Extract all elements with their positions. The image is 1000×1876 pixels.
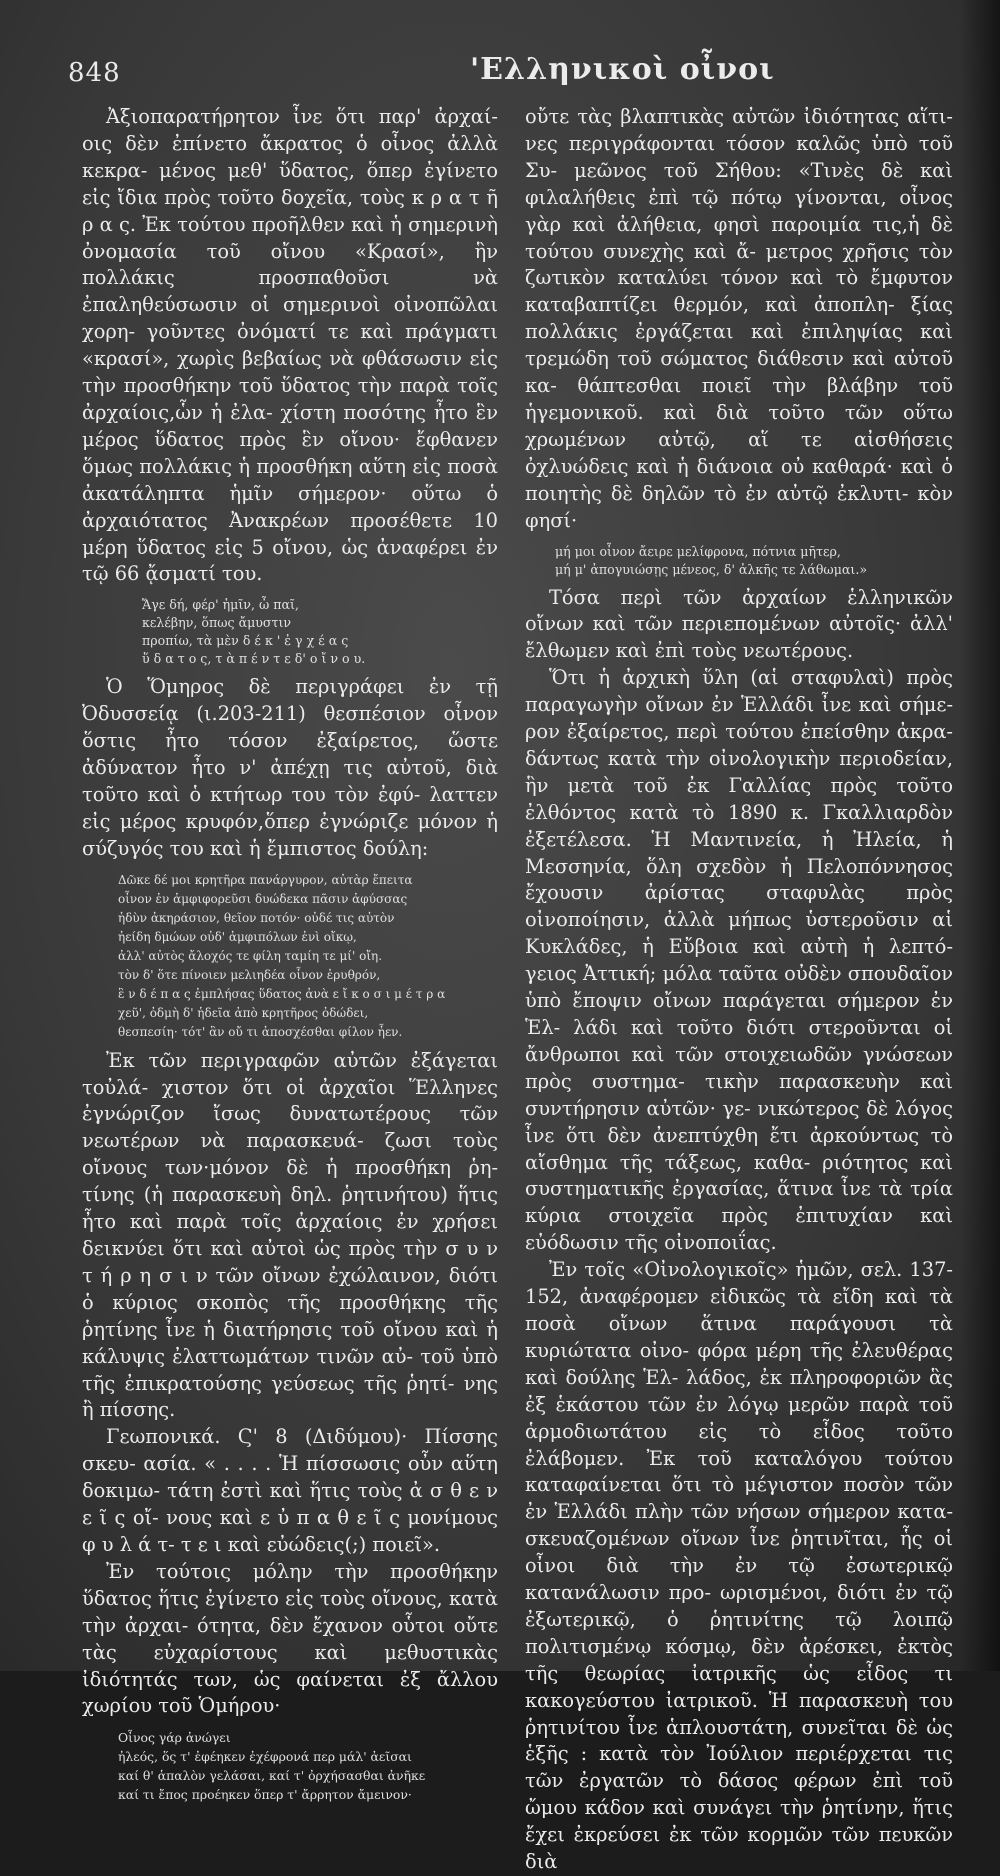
paragraph-modern-grapes: Ὅτι ἡ ἀρχικὴ ὕλη (αἱ σταφυλαὶ) πρὸς παραγωγὴν οἴνων ἐν Ἑλλάδι ἶνε καὶ σήμε- ρον ἐξαίρετος, περὶ τούτου ἐπείσθην ἀκρα- δάντως κατὰ τὴν οἰνολογικὴν περιοδείαν, ἣν μετὰ τοῦ ἐκ Γαλλίας πρὸς τοῦτο ἐλθόντος κατὰ τὸ 1890 κ. Γκαλλιαρδὸν ἐξετέλεσα. Ἡ Μαντινεία, ἡ Ἠλεία, ἡ Μεσσηνία, ὅλη σχεδὸν ἡ Πελοπόννησος ἔχουσιν ἀρίστας σταφυλὰς πρὸς οἰνοποίησιν, ἀλλὰ μήπως ὑστεροῦσιν αἱ Κυκλάδες, ἡ Εὔβοια καὶ αὐτὴ ἡ λεπτό- γειος Ἀττική; μόλα ταῦτα οὐδὲν σπουδαῖον ὑπὸ ἔποψιν οἴνων παράγεται σήμερον ἐν Ἑλ- λάδι καὶ τοῦτο διότι στεροῦνται οἱ ἄνθρωποι καὶ τῶν στοιχειωδῶν γνώσεων πρὸς συστημα- τικὴν παρασκευὴν καὶ συντήρησιν αὐτῶν· γε- νικώτερος δὲ λόγος ἶνε ὅτι δὲν ἀνεπτύχθη ἔτι ἀρκούντως τὸ αἴσθημα τῆς τάξεως, καθα- ριότητος καὶ συστηματικῆς ἐργασίας, ἅτινα ἶνε τὰ τρία κύρια στοιχεῖα πρὸς ἐπιτυχίαν καὶ εὐόδωσιν τῆς οἰνοποιΐας. (525, 666, 953, 1255)
running-title: 'Ελληνικοὶ οἶνοι (470, 52, 775, 87)
page-number: 848 (68, 58, 121, 88)
verse-anacreon: Ἄγε δή, φέρ' ἡμῖν, ὦ παῖ, κελέβην, ὅπως ἄμυστιν προπίω, τὰ μὲν δ έ κ ' ἐ γ χ έ α ς ὕ δ α τ ο ς, τ ὰ π έ ν τ ε δ' ο ἴ ν ο υ. (142, 597, 366, 667)
left-column (82, 104, 498, 1810)
paragraph-resin: Ἐκ τῶν περιγραφῶν αὐτῶν ἐξάγεται τοὐλά- χιστον ὅτι οἱ ἀρχαῖοι Ἕλληνες ἐγνώριζον ἴσως δυνατωτέρους τῶν νεωτέρων νὰ παρασκευά- ζωσι τοὺς οἴνους των·μόνον δὲ ἡ προσθήκη ῥη- τίνης (ἡ παρασκευὴ δηλ. ῥητινήτου) ἥτις ἦτο καὶ παρὰ τοῖς ἀρχαίοις ἐν χρήσει δεικνύει ὅτι καὶ αὐτοὶ ὡς πρὸς τὴν σ υ ν τ ή ρ η σ ι ν τῶν οἴνων ἐχώλαινον, διότι ὁ κύριος σκοπὸς τῆς προσθήκης τῆς ῥητίνης ἶνε ἡ διατήρησις τοῦ οἴνου καὶ ἡ κάλυψις ἐλαττωμάτων τινῶν αὐ- τοῦ ὑπὸ τῆς ἐπικρατούσης γεύσεως τῆς ῥητί- νης ἢ πίσσης. (82, 1048, 498, 1422)
paragraph-anacreon-intro: Ἀξιοπαρατήρητον ἶνε ὅτι παρ' ἀρχαί- οις δὲν ἐπίνετο ἄκρατος ὁ οἶνος ἀλλὰ κεκρα- μένος μεθ' ὕδατος, ὅπερ ἐγίνετο εἰς ἴδια πρὸς τοῦτο δοχεῖα, τοὺς κ ρ α τ ῆ ρ α ς. Ἐκ τούτου προῆλθεν καὶ ἡ σημερινὴ ὀνομασία τοῦ οἴνου «Κρασί», ἣν πολλάκις προσπαθοῦσι νὰ ἐπαληθεύσωσιν οἱ σημερινοὶ οἰνοπῶλαι χορη- γοῦντες ὀνόματί τε καὶ πράγματι «κρασί», χωρὶς βεβαίως νὰ φθάσωσιν εἰς τὴν προσθήκην τοῦ ὕδατος τὴν παρὰ τοῖς ἀρχαίοις,ὧν ἡ ἐλα- χίστη ποσότης ἦτο ἓν μέρος ὕδατος πρὸς ἓν οἴνου· ἔφθανεν ὅμως πολλάκις ἡ προσθήκη αὕτη εἰς ποσὰ ἀκατάληπτα ἡμῖν σήμερον· οὕτω ὁ ἀρχαιότατος Ἀνακρέων προσέθετε 10 μέρη ὕδατος εἰς 5 οἴνου, ὡς ἀναφέρει ἐν τῷ 66 ᾄσματί του. (82, 105, 498, 586)
paragraph-transition: Τόσα περὶ τῶν ἀρχαίων ἑλληνικῶν οἴνων καὶ τῶν περιεπομένων αὐτοῖς· ἀλλ' ἔλθωμεν καὶ ἐπὶ τοὺς νεωτέρους. (525, 585, 953, 663)
verse-homer-wine: Οἶνος γάρ ἀνώγει ἠλεός, ὅς τ' ἐφέηκεν ἐχέφρονά περ μάλ' ἀεῖσαι καί θ' ἁπαλὸν γελάσαι, καί τ' ὀρχήσασθαι ἀνῆκε καί τι ἔπος προέηκεν ὅπερ τ' ἄρρητον ἄμεινον· (118, 1730, 426, 1803)
paragraph-oinologika: Ἐν τοῖς «Οἰνολογικοῖς» ἡμῶν, σελ. 137- 152, ἀναφέρομεν εἰδικῶς τὰ εἴδη καὶ τὰ ποσὰ οἴνων ἅτινα παράγουσι τὰ κυριώτατα οἰνο- φόρα μέρη τῆς ἐλευθέρας καὶ δούλης Ἑλ- λάδος, ἐκ πληροφοριῶν ἃς ἐξ ἑκάστου τῶν ἐν λόγῳ μερῶν παρὰ τοῦ ἁρμοδιωτάτου εἰς τὸ εἶδος τοῦτο ἐλάβομεν. Ἐκ τοῦ καταλόγου τούτου καταφαίνεται ὅτι τὸ μέγιστον ποσὸν τῶν ἐν Ἑλλάδι πλὴν τῶν νήσων σήμερον κατα- σκευαζομένων οἴνων ἶνε ῥητινῖται, ἧς οἱ οἶνοι διὰ τὴν ἐν τῷ ἐσωτερικῷ κατανάλωσιν προ- ωρισμένοι, διότι ἐν τῷ ἐξωτερικῷ, ὁ ῥητινίτης τῷ λοιπῷ πολιτισμένῳ κόσμῳ, δὲν ἀρέσκει, ἐκτὸς τῆς θεωρίας ἰατρικῆς ὡς εἶδος τι κακογεύστου ἰατρικοῦ. Ἡ παρασκευὴ του ῥητινίτου ἶνε ἁπλουστάτη, συνεῖται δὲ ὡς ἑξῆς : κατὰ τὸν Ἰούλιον περιέρχεται τις τῶν ἐργατῶν τὸ δάσος φέρων ἐπὶ τοῦ ὤμου κάδον καὶ συνάγει τὴν ῥητίνην, ἥτις ἔχει ἐκρεύσει ἐκ τῶν κορμῶν τῶν πευκῶν διὰ (525, 1258, 953, 1874)
verse-homer-iliad: μή μοι οἶνον ἄειρε μελίφρονα, πότνια μῆτερ, μή μ' ἀπογυιώσῃς μένεος, δ' ἀλκῆς τε λάθωμαι.» (555, 543, 868, 577)
paragraph-symeon-seth: οὔτε τὰς βλαπτικὰς αὐτῶν ἰδιότητας αἵτι- νες περιγράφονται τόσον καλῶς ὑπὸ τοῦ Συ- μεῶνος τοῦ Σήθου: «Τινὲς δὲ καὶ φιλαλήθεις ἐπὶ τῷ πότῳ γίνονται, οἶνος γὰρ καὶ ἀλήθεια, φησὶ παροιμία τις,ἡ δὲ τούτου συνεχὴς καὶ ἄ- μετρος χρῆσις τὸν ζωτικὸν καταλύει τόνον καὶ τὸ ἔμφυτον καταβαπτίζει θερμόν, καὶ ἀποπλη- ξίας πολλάκις ἐργάζεται καὶ ἐπιληψίας καὶ τρεμώδη τοῦ σώματος διάθεσιν καὶ αὐτοῦ κα- θάπτεσθαι ποιεῖ τὴν βλάβην τοῦ ἡγεμονικοῦ. καὶ διὰ τοῦτο τῶν οὕτω χρωμένων αὐτῷ, αἵ τε αἰσθήσεις ὀχλυώδεις καὶ ἡ διάνοια οὐ καθαρά· καὶ ὁ ποιητὴς δὲ δηλῶν τὸ ἐν αὐτῷ ἐκλυτι- κὸν φησί· (525, 105, 953, 532)
paragraph-homer-again: Ἐν τούτοις μόλην τὴν προσθήκην ὕδατος ἥτις ἐγίνετο εἰς τοὺς οἴνους, κατὰ τὴν ἀρχαι- ότητα, δὲν ἔχανον οὗτοι οὔτε τὰς εὐχαρίστους καὶ μεθυστικὰς ἰδιότητάς των, ὡς φαίνεται ἐξ ἄλλου χωρίου τοῦ Ὁμήρου· (82, 1559, 498, 1718)
verse-odyssey: Δῶκε δέ μοι κρητῆρα πανάργυρον, αὐτὰρ ἔπειτα οἶνον ἐν ἀμφιφορεῦσι δυώδεκα πᾶσιν ἀφύσσας ἡδὺν ἀκηράσιον, θεῖον ποτόν· οὐδέ τις αὐτὸν ἠείδη δμώων οὐδ' ἀμφιπόλων ἐνὶ οἴκῳ, ἀλλ' αὐτὸς ἄλοχός τε φίλη ταμίη τε μί' οἴη. τὸν δ' ὅτε πίνοιεν μελιηδέα οἶνον ἐρυθρόν, ἓ ν δ έ π α ς ἐμπλήσας ὕδατος ἀνὰ ε ἴ κ ο σ ι μ έ τ ρ α χεῦ', ὀδμὴ δ' ἡδεῖα ἀπὸ κρητῆρος ὀδώδει, θεσπεσίη· τότ' ἂν οὔ τι ἀποσχέσθαι φίλον ἦεν. (118, 872, 446, 1039)
paragraph-geoponika: Γεωπονικά. Ϛ' 8 (Διδύμου)· Πίσσης σκευ- ασία. « . . . . Ἡ πίσσωσις οὖν αὕτη δοκιμω- τάτη ἐστὶ καὶ ἥτις τοὺς ἀ σ θ ε ν ε ῖ ς οἴ- νους καὶ ε ὐ π α θ ε ῖ ς μονίμους φ υ λ ά τ- τ ε ι καὶ εὐώδεις(;) ποιεῖ». (82, 1425, 498, 1556)
right-column (525, 104, 953, 1876)
paragraph-odyssey-intro: Ὁ Ὅμηρος δὲ περιγράφει ἐν τῇ Ὀδυσσείᾳ (ι.203-211) θεσπέσιον οἶνον ὅστις ἦτο τόσον ἐξαίρετος, ὥστε ἀδύνατον ἦτο ν' ἀπέχῃ τις αὐτοῦ, διὰ τοῦτο καὶ ὁ κτήτωρ του τὸν ἐφύ- λαττεν εἰς μέρος κρυφόν,ὅπερ ἐγνώριζε μόνον ἡ σύζυγός του καὶ ἡ ἔμπιστος δούλη: (82, 675, 498, 860)
